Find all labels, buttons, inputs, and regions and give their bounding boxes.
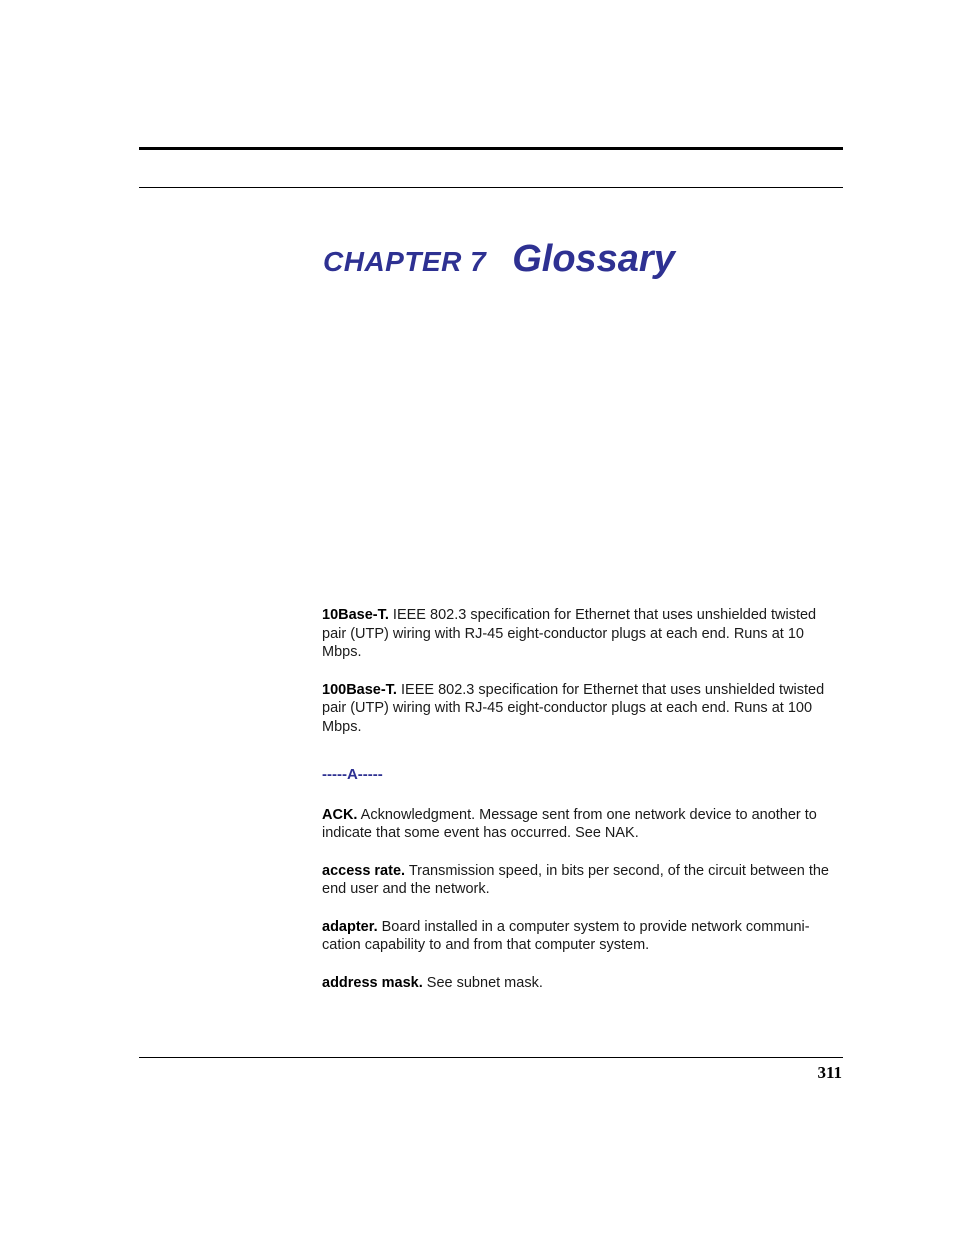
glossary-entry-adapter <box>322 918 843 955</box>
glossary-term: access rate. <box>322 862 406 879</box>
glossary-term: 10Base-T. <box>322 607 389 623</box>
section-divider-a: -----A----- <box>322 766 383 783</box>
glossary-entry-access-rate <box>322 862 843 899</box>
glossary-definition: IEEE 802.3 specification for Ethernet that uses unshielded twisted pair (UTP) wiring with RJ-45 eight-conductor plugs at each end. Runs at 10 Mbps. <box>322 607 817 660</box>
header-rule-thin <box>139 187 843 188</box>
glossary-term: 100Base-T. <box>322 681 397 698</box>
glossary-entry-10base-t <box>322 606 843 662</box>
chapter-heading <box>323 238 675 281</box>
header-rule-thick <box>139 147 843 150</box>
glossary-term: ACK. <box>322 806 358 823</box>
chapter-title: Glossary <box>512 238 675 280</box>
glossary-content <box>322 606 843 1011</box>
page-number: 311 <box>817 1063 842 1082</box>
glossary-term: adapter. <box>322 918 378 935</box>
glossary-entry-ack <box>322 806 843 843</box>
glossary-definition: IEEE 802.3 specification for Ethernet that uses unshielded twisted pair (UTP) wiring with RJ-45 eight-conductor plugs at each end. Runs at 100 Mbps. <box>322 681 825 735</box>
chapter-label: CHAPTER 7 <box>323 246 487 277</box>
glossary-entry-100base-t <box>322 681 843 737</box>
glossary-definition: See subnet mask. <box>422 974 543 991</box>
glossary-definition: Transmission speed, in bits per second, of the circuit between the end user and the network. <box>322 862 829 897</box>
glossary-entry-address-mask <box>322 974 843 993</box>
footer-rule <box>139 1057 843 1058</box>
glossary-definition: Acknowledgment. Message sent from one network device to another to indicate that some event has occurred. See NAK. <box>322 806 817 841</box>
glossary-term: address mask. <box>322 974 423 991</box>
glossary-definition: Board installed in a computer system to provide network communi-cation capability to and from that computer system. <box>322 918 810 953</box>
